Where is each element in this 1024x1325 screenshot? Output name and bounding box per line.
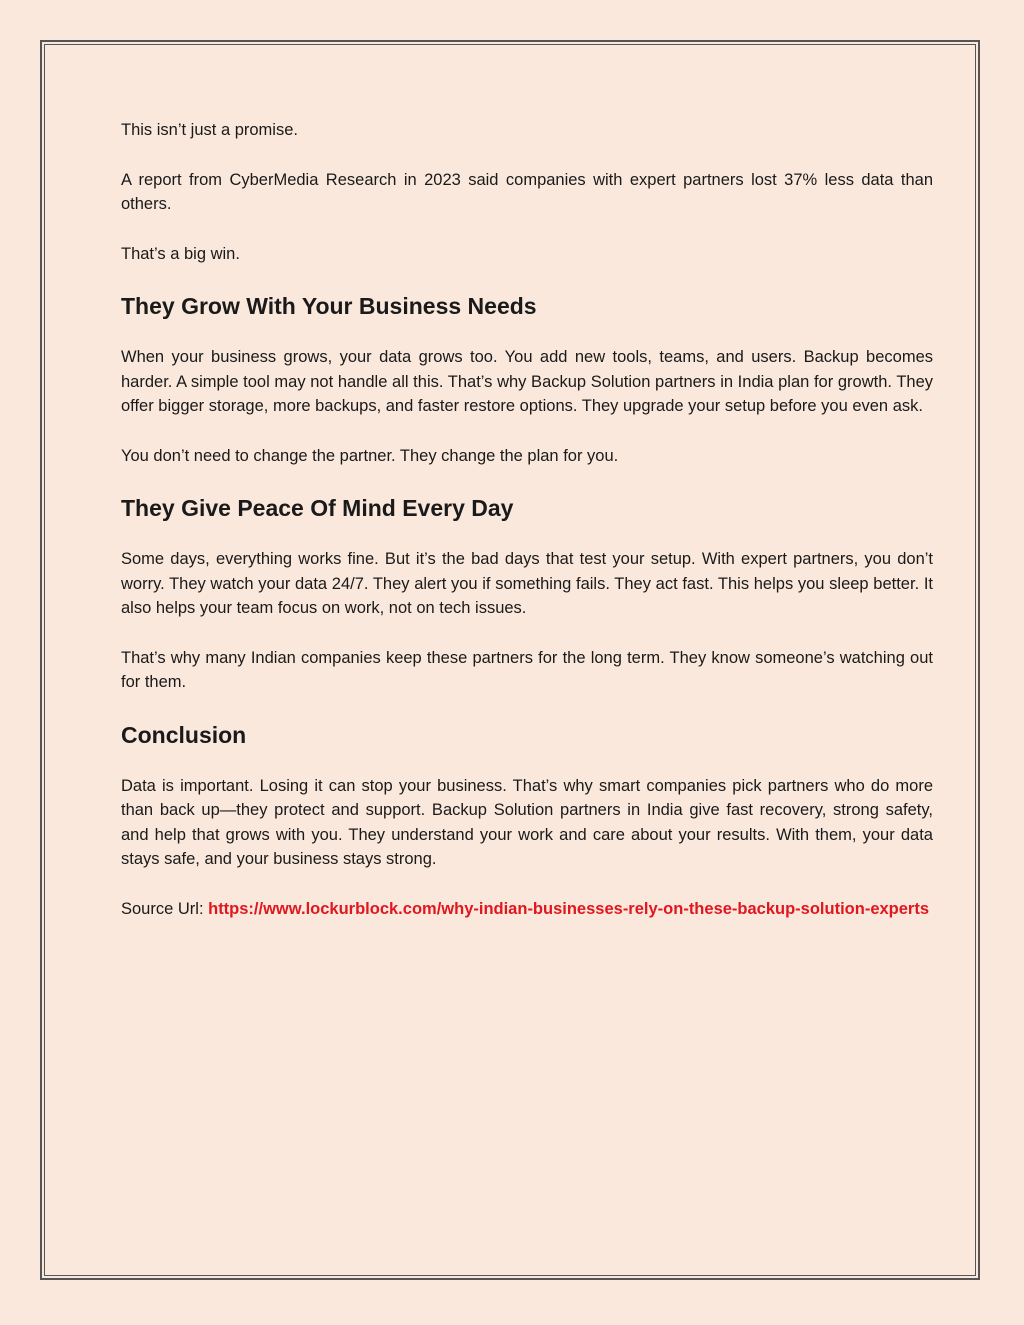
source-label: Source Url: (121, 899, 209, 918)
intro-paragraph-1: This isn’t just a promise. (121, 121, 298, 139)
growth-paragraph-2: You don’t need to change the partner. They change the plan for you. (121, 446, 619, 465)
intro-paragraph-3: That’s a big win. (121, 244, 240, 263)
peace-paragraph-2: That’s why many Indian companies keep these partners for the long term. They know someone’s watching out for them. (121, 648, 933, 691)
peace-paragraph-1: Some days, everything works fine. But it’s the bad days that test your setup. With expert partners, you don’t worry. They watch your data 24/7. They alert you if something fails. They act fast. This helps you sleep better. It also helps your team focus on work, not on tech issues. (121, 550, 933, 617)
document-body (121, 118, 933, 946)
source-line (121, 897, 933, 922)
conclusion-paragraph-1: Data is important. Losing it can stop your business. That’s why smart companies pick partners who do more than back up—they protect and support. Backup Solution partners in India give fast recovery, strong safety, and help that grows with you. They understand your work and care about your results. With them, your data stays safe, and your business stays strong. (121, 776, 933, 868)
intro-paragraph-2: A report from CyberMedia Research in 2023 said companies with expert partners lost 37% less data than others. (121, 170, 933, 213)
heading-peace-of-mind: They Give Peace Of Mind Every Day (121, 495, 514, 521)
heading-conclusion: Conclusion (121, 721, 247, 748)
growth-paragraph-1: When your business grows, your data grows too. You add new tools, teams, and users. Backup becomes harder. A simple tool may not handle all this. That’s why Backup Solution partners in India plan for growth. They offer bigger storage, more backups, and faster restore options. They upgrade your setup before you even ask. (121, 348, 933, 415)
source-url-link[interactable]: https://www.lockurblock.com/why-indian-businesses-rely-on-these-backup-solution-experts (208, 899, 930, 918)
heading-growth: They Grow With Your Business Needs (121, 293, 537, 319)
